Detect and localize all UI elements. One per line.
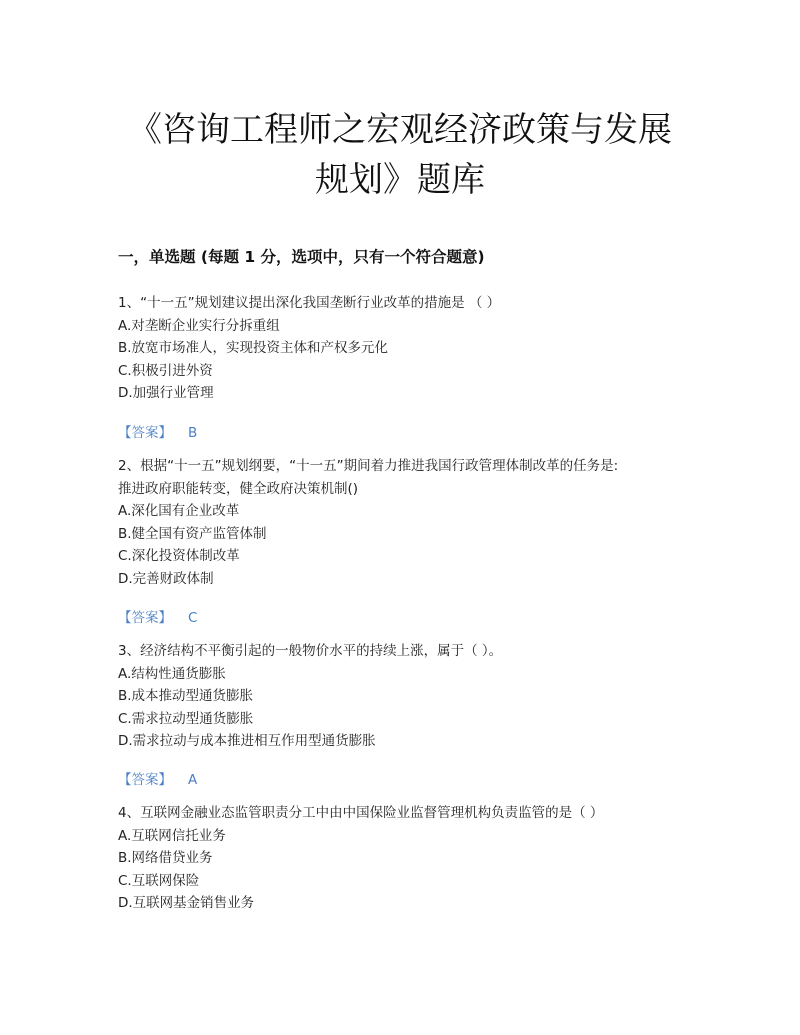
option-c: C.互联网保险 (118, 872, 200, 889)
answer-label: 【答案】 (118, 772, 172, 788)
option-c: C.积极引进外资 (118, 362, 213, 379)
question-2 (118, 455, 718, 590)
option-b: B.网络借贷业务 (118, 850, 213, 866)
option-d: D.加强行业管理 (118, 385, 214, 401)
question-stem: 1、“十一五”规划建议提出深化我国垄断行业改革的措施是 （ ） (118, 295, 501, 311)
option-b: B.成本推动型通货膨胀 (118, 688, 254, 704)
answer-label: 【答案】 (118, 610, 172, 626)
answer-value: B (188, 425, 198, 441)
option-a: A.互联网信托业务 (118, 827, 226, 844)
question-stem: 2、根据“十一五”规划纲要，“十一五”期间着力推进我国行政管理体制改革的任务是: (118, 458, 619, 474)
question-3 (118, 640, 718, 753)
option-c: C.需求拉动型通货膨胀 (118, 710, 254, 727)
question-1 (118, 292, 718, 405)
question-stem: 4、互联网金融业态监管职责分工中由中国保险业监督管理机构负责监管的是（ ） (118, 805, 604, 821)
section-header: 一，单选题 (每题 1 分，选项中，只有一个符合题意) (118, 248, 485, 266)
question-4 (118, 802, 718, 915)
answer-3 (118, 768, 197, 788)
option-b: B.健全国有资产监管体制 (118, 525, 267, 542)
option-d: D.互联网基金销售业务 (118, 895, 255, 911)
option-c: C.深化投资体制改革 (118, 548, 240, 564)
question-stem-continued: 推进政府职能转变，健全政府决策机制() (118, 480, 359, 497)
document-title-line-1: 《咨询工程师之宏观经济政策与发展 (128, 110, 672, 150)
option-a: A.深化国有企业改革 (118, 503, 240, 519)
option-a: A.结构性通货膨胀 (118, 665, 226, 682)
answer-label: 【答案】 (118, 425, 172, 441)
document-title-line-2: 规划》题库 (315, 160, 485, 200)
answer-value: C (188, 610, 198, 626)
answer-2 (118, 606, 197, 626)
answer-1 (118, 421, 197, 441)
option-d: D.完善财政体制 (118, 570, 214, 587)
answer-value: A (188, 772, 198, 788)
option-a: A.对垄断企业实行分拆重组 (118, 317, 280, 334)
option-b: B.放宽市场准人，实现投资主体和产权多元化 (118, 340, 389, 356)
option-d: D.需求拉动与成本推进相互作用型通货膨胀 (118, 733, 376, 749)
question-stem: 3、经济结构不平衡引起的一般物价水平的持续上涨，属于（ ）。 (118, 643, 503, 659)
